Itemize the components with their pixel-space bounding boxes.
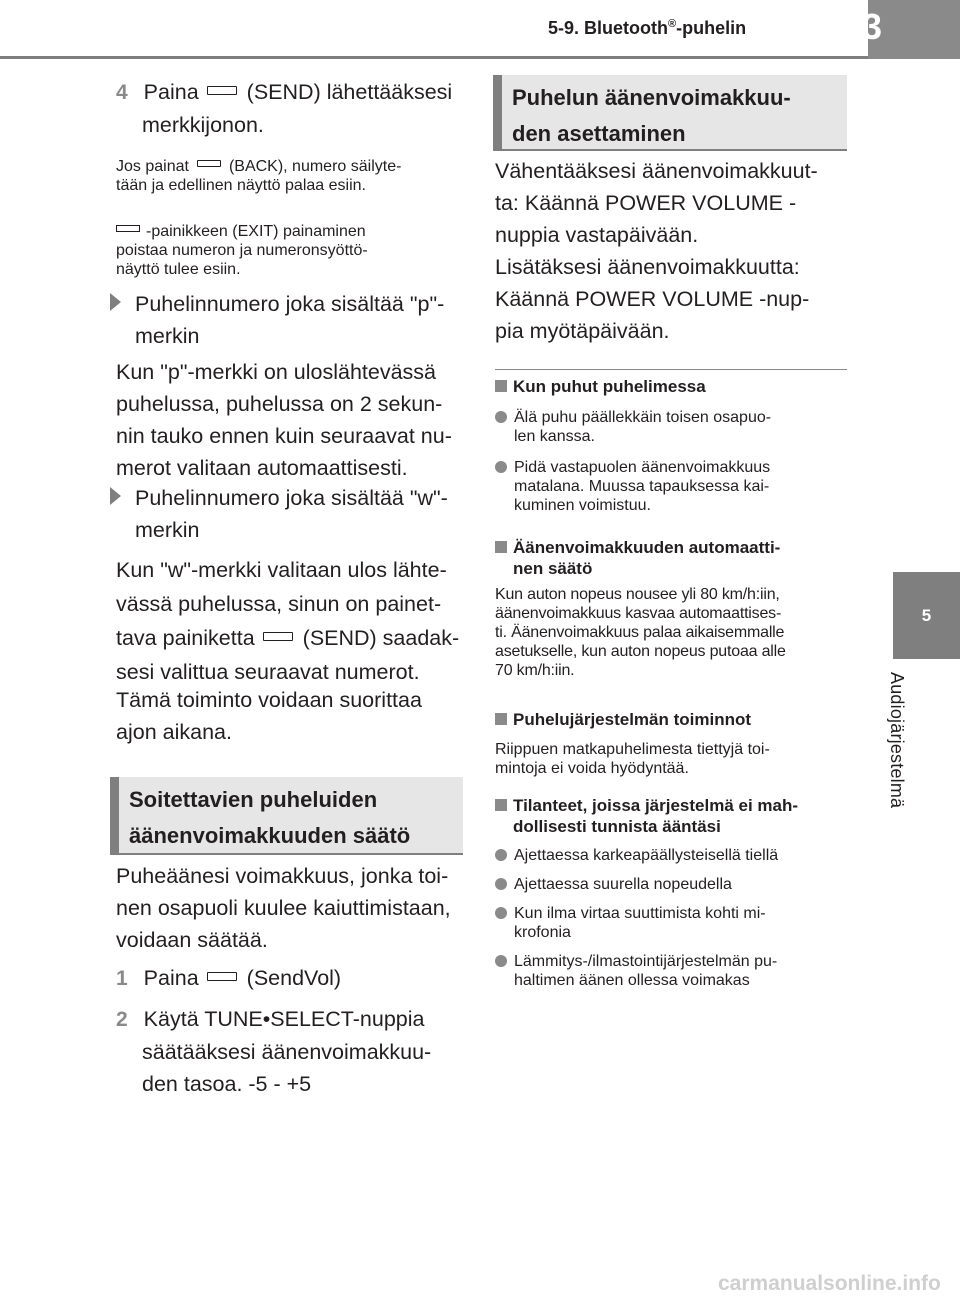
dot-bullet-icon [495,955,507,967]
square-bullet-icon [495,541,507,553]
dot-bullet-icon [495,907,507,919]
para-decrease: Vähentääksesi äänenvoimakkuut- ta: Käännä POWER VOLUME - nuppia vastapäivään. [495,159,818,247]
dot-bullet-icon [495,878,507,890]
square-bullet-icon [495,799,507,811]
page-number: 403 [824,6,882,47]
exit-button-icon [116,225,140,232]
back-button-icon [197,160,221,167]
subhead-p: Puhelinnumero joka sisältää "p"- merkin [110,288,470,352]
header-rule [0,56,868,59]
send-button-icon [207,86,237,95]
bullet-list-talking [495,408,855,515]
dot-bullet-icon [495,411,507,423]
sendvol-button-icon [207,972,237,981]
para-volume: Puheäänesi voimakkuus, jonka toi- nen osapuoli kuulee kaiuttimistaan, voidaan säätää. [116,864,451,952]
para-drive: Tämä toiminto voidaan suorittaa ajon aikana. [116,688,422,744]
square-bullet-icon [495,380,507,392]
header-page-tab [868,0,960,59]
triangle-bullet-icon [110,487,121,505]
section-title: 5-9. Bluetooth®-puhelin [548,18,747,38]
dot-bullet-icon [495,849,507,861]
subhead-w: Puhelinnumero joka sisältää "w"- merkin [110,482,470,546]
chapter-number-tab: 5 [893,572,960,659]
heading-call-volume: Puhelun äänenvoimakkuu- den asettaminen [493,75,847,151]
list-item: Kun ilma virtaa suuttimista kohti mi- krofonia [495,904,855,942]
heading-outgoing-volume: Soitettavien puheluiden äänenvoimakkuuden säätö [110,777,463,855]
auto-volume-text: Kun auton nopeus nousee yli 80 km/h:iin, äänenvoimakkuus kasvaa automaattises- ti. Äänenvoimakkuus palaa aikaisemmalle asetukselle, kun auton nopeus putoaa alle 70 km/h:iin. [495,586,786,679]
watermark: carmanualsonline.info [718,1272,941,1295]
para-increase: Lisätäksesi äänenvoimakkuutta: Käännä POWER VOLUME -nup- pia myötäpäivään. [495,255,810,343]
bullet-list-situations [495,846,855,990]
list-item: Pidä vastapuolen äänenvoimakkuus matalana. Muussa tapauksessa kai- kuminen voimistuu. [495,458,855,515]
list-item: Ajettaessa karkeapäällysteisellä tiellä [495,846,855,865]
para-w: Kun "w"-merkki valitaan ulos lähte- vässä puhelussa, sinun on painet- tava painiketta (SEND) saadak- sesi valittua seuraavat numerot. [116,558,460,684]
subheading-auto-volume: Äänenvoimakkuuden automaatti- nen säätö [495,537,855,579]
step-4: 4 Paina (SEND) lähettääksesi merkkijonon. [116,80,453,137]
note-exit: -painikkeen (EXIT) painaminen poistaa numeron ja numeronsyöttö- näyttö tulee esiin. [116,223,368,278]
chapter-label: Audiojärjestelmä [887,672,907,809]
subheading-system-functions: Puhelujärjestelmän toiminnot [495,709,855,730]
note-back: Jos painat (BACK), numero säilyte- tään ja edellinen näyttö palaa esiin. [116,158,402,194]
para-p: Kun "p"-merkki on uloslähtevässä puhelussa, puhelussa on 2 sekun- nin tauko ennen kuin seuraavat nu- merot valitaan automaattisesti. [116,360,452,480]
step-1: 1 Paina (SendVol) [116,966,342,990]
send-button-icon [263,632,293,641]
subheading-voice-recognition: Tilanteet, joissa järjestelmä ei mah- dollisesti tunnista ääntäsi [495,795,855,837]
list-item: Älä puhu päällekkäin toisen osapuo- len kanssa. [495,408,855,446]
subheading-talking: Kun puhut puhelimessa [495,376,855,397]
square-bullet-icon [495,713,507,725]
system-functions-text: Riippuen matkapuhelimesta tiettyjä toi- mintoja ei voida hyödyntää. [495,741,770,777]
triangle-bullet-icon [110,293,121,311]
dot-bullet-icon [495,461,507,473]
step-2: 2 Käytä TUNE•SELECT-nuppia säätääksesi äänenvoimakkuu- den tasoa. -5 - +5 [116,1007,432,1096]
section-divider [495,369,847,370]
list-item: Ajettaessa suurella nopeudella [495,875,855,894]
list-item: Lämmitys-/ilmastointijärjestelmän pu- haltimen äänen ollessa voimakas [495,952,855,990]
